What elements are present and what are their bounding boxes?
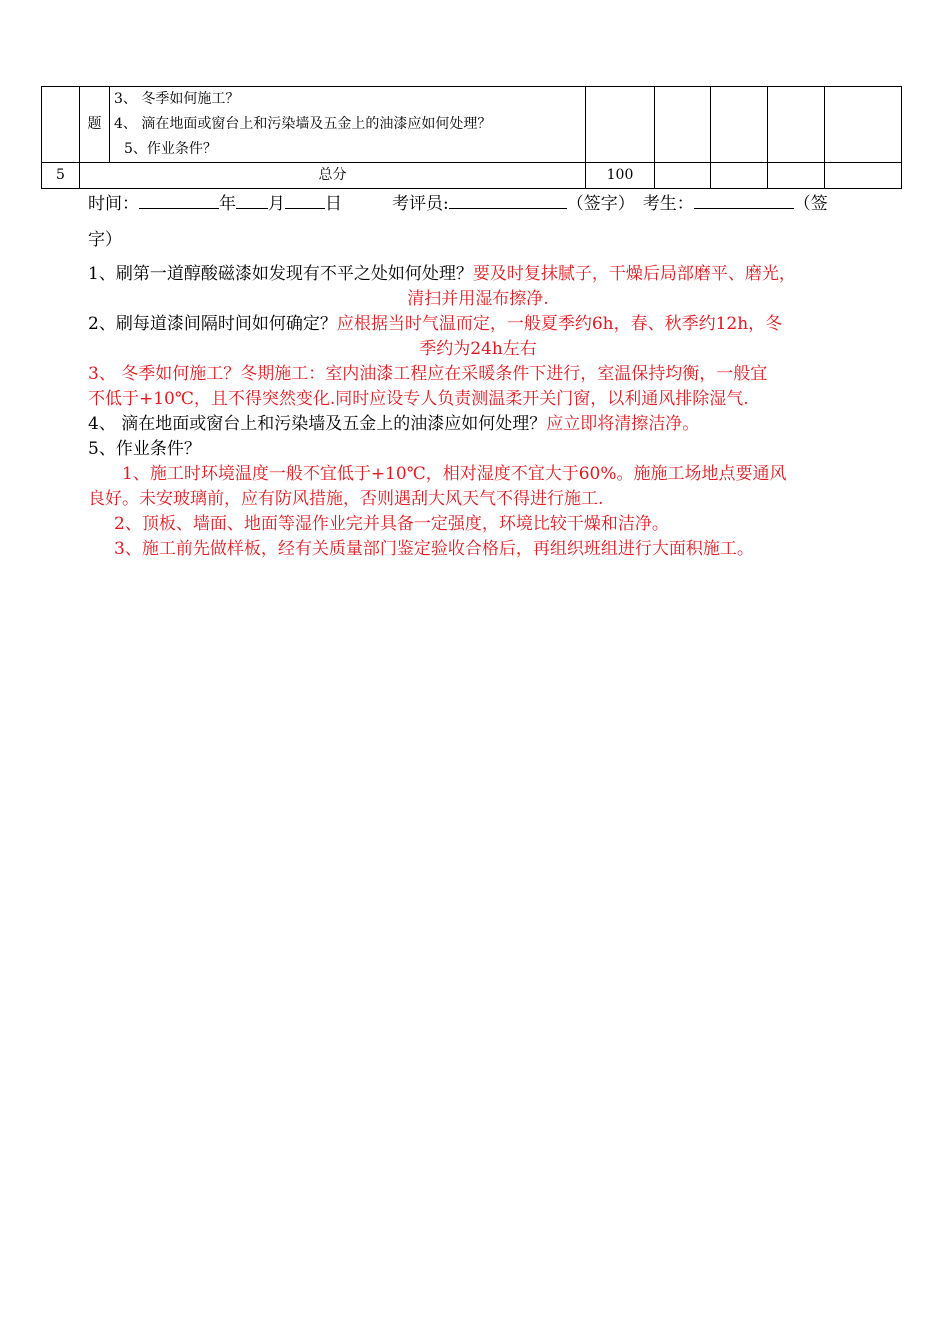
condition-item-1: 1、施工时环境温度一般不宜低于+10℃，相对湿度不宜大于60%。施施工场地点要通风 bbox=[122, 464, 787, 484]
examiner-blank bbox=[449, 189, 567, 209]
year-blank bbox=[139, 189, 219, 209]
table-cell bbox=[711, 163, 768, 189]
question-text: 2、刷每道漆间隔时间如何确定？ bbox=[88, 314, 337, 334]
question-text: 1、刷第一道醇酸磁漆如发现有不平之处如何处理？ bbox=[88, 264, 473, 284]
time-label: 时间： bbox=[88, 194, 139, 214]
table-cell bbox=[42, 87, 80, 163]
qa-item-5: 5、作业条件？ bbox=[88, 439, 201, 459]
answer-text: 应立即将清擦洁净。 bbox=[546, 414, 700, 434]
qa-item-2 bbox=[88, 312, 868, 337]
question-line: 5、作业条件？ bbox=[124, 141, 217, 157]
day-label: 日 bbox=[325, 194, 342, 214]
candidate-label: 考生： bbox=[642, 194, 694, 214]
table-cell bbox=[586, 87, 655, 163]
month-label: 月 bbox=[268, 194, 285, 214]
answer-text: 应根据当时气温而定，一般夏季约6h，春、秋季约12h，冬 bbox=[336, 314, 783, 334]
examiner-label: 考评员: bbox=[392, 194, 449, 214]
table-cell bbox=[655, 163, 711, 189]
answer-text: 冬期施工：室内油漆工程应在采暖条件下进行，室温保持均衡，一般宜 bbox=[240, 364, 768, 384]
total-score-cell: 100 bbox=[586, 163, 655, 189]
table-row bbox=[42, 163, 902, 189]
answer-text: 不低于+10℃，且不得突然变化.同时应设专人负责测温柔开关门窗，以利通风排除湿气. bbox=[88, 389, 749, 409]
sign-continuation: 字） bbox=[88, 230, 122, 250]
qa-item-4 bbox=[88, 412, 868, 437]
table-cell bbox=[825, 163, 902, 189]
sign-label: （签字） bbox=[566, 194, 635, 214]
answer-text: 要及时复抹腻子，干燥后局部磨平、磨光， bbox=[472, 264, 796, 284]
condition-item-1-cont: 良好。未安玻璃前，应有防风措施，否则遇刮大风天气不得进行施工. bbox=[88, 489, 604, 509]
year-label: 年 bbox=[219, 194, 236, 214]
question-text: 3、 冬季如何施工？ bbox=[88, 364, 241, 384]
condition-item-3: 3、施工前先做样板，经有关质量部门鉴定验收合格后，再组织班组进行大面积施工。 bbox=[114, 539, 754, 559]
answer-text: 季约为24h左右 bbox=[419, 339, 537, 359]
question-line: 4、 滴在地面或窗台上和污染墙及五金上的油漆应如何处理？ bbox=[114, 116, 492, 132]
table-cell bbox=[711, 87, 768, 163]
questions-cell bbox=[110, 87, 586, 163]
answer-text: 清扫并用湿布擦净. bbox=[407, 289, 549, 309]
qa-item-3 bbox=[88, 362, 868, 387]
qa-item-1 bbox=[88, 262, 868, 287]
sign-label: （签 bbox=[793, 194, 828, 214]
table-cell bbox=[655, 87, 711, 163]
month-blank bbox=[236, 189, 268, 209]
signature-line bbox=[88, 189, 868, 217]
question-text: 4、 滴在地面或窗台上和污染墙及五金上的油漆应如何处理？ bbox=[88, 414, 547, 434]
index-cell: 5 bbox=[42, 163, 80, 189]
category-cell: 题 bbox=[80, 87, 110, 163]
question-line: 3、 冬季如何施工？ bbox=[114, 91, 240, 107]
candidate-blank bbox=[694, 189, 794, 209]
table-cell bbox=[825, 87, 902, 163]
total-label-cell: 总分 bbox=[80, 163, 586, 189]
score-table bbox=[41, 86, 902, 189]
day-blank bbox=[285, 189, 325, 209]
table-cell bbox=[768, 163, 825, 189]
table-cell bbox=[768, 87, 825, 163]
condition-item-2: 2、顶板、墙面、地面等湿作业完并具备一定强度，环境比较干燥和洁净。 bbox=[114, 514, 669, 534]
table-row bbox=[42, 87, 902, 163]
